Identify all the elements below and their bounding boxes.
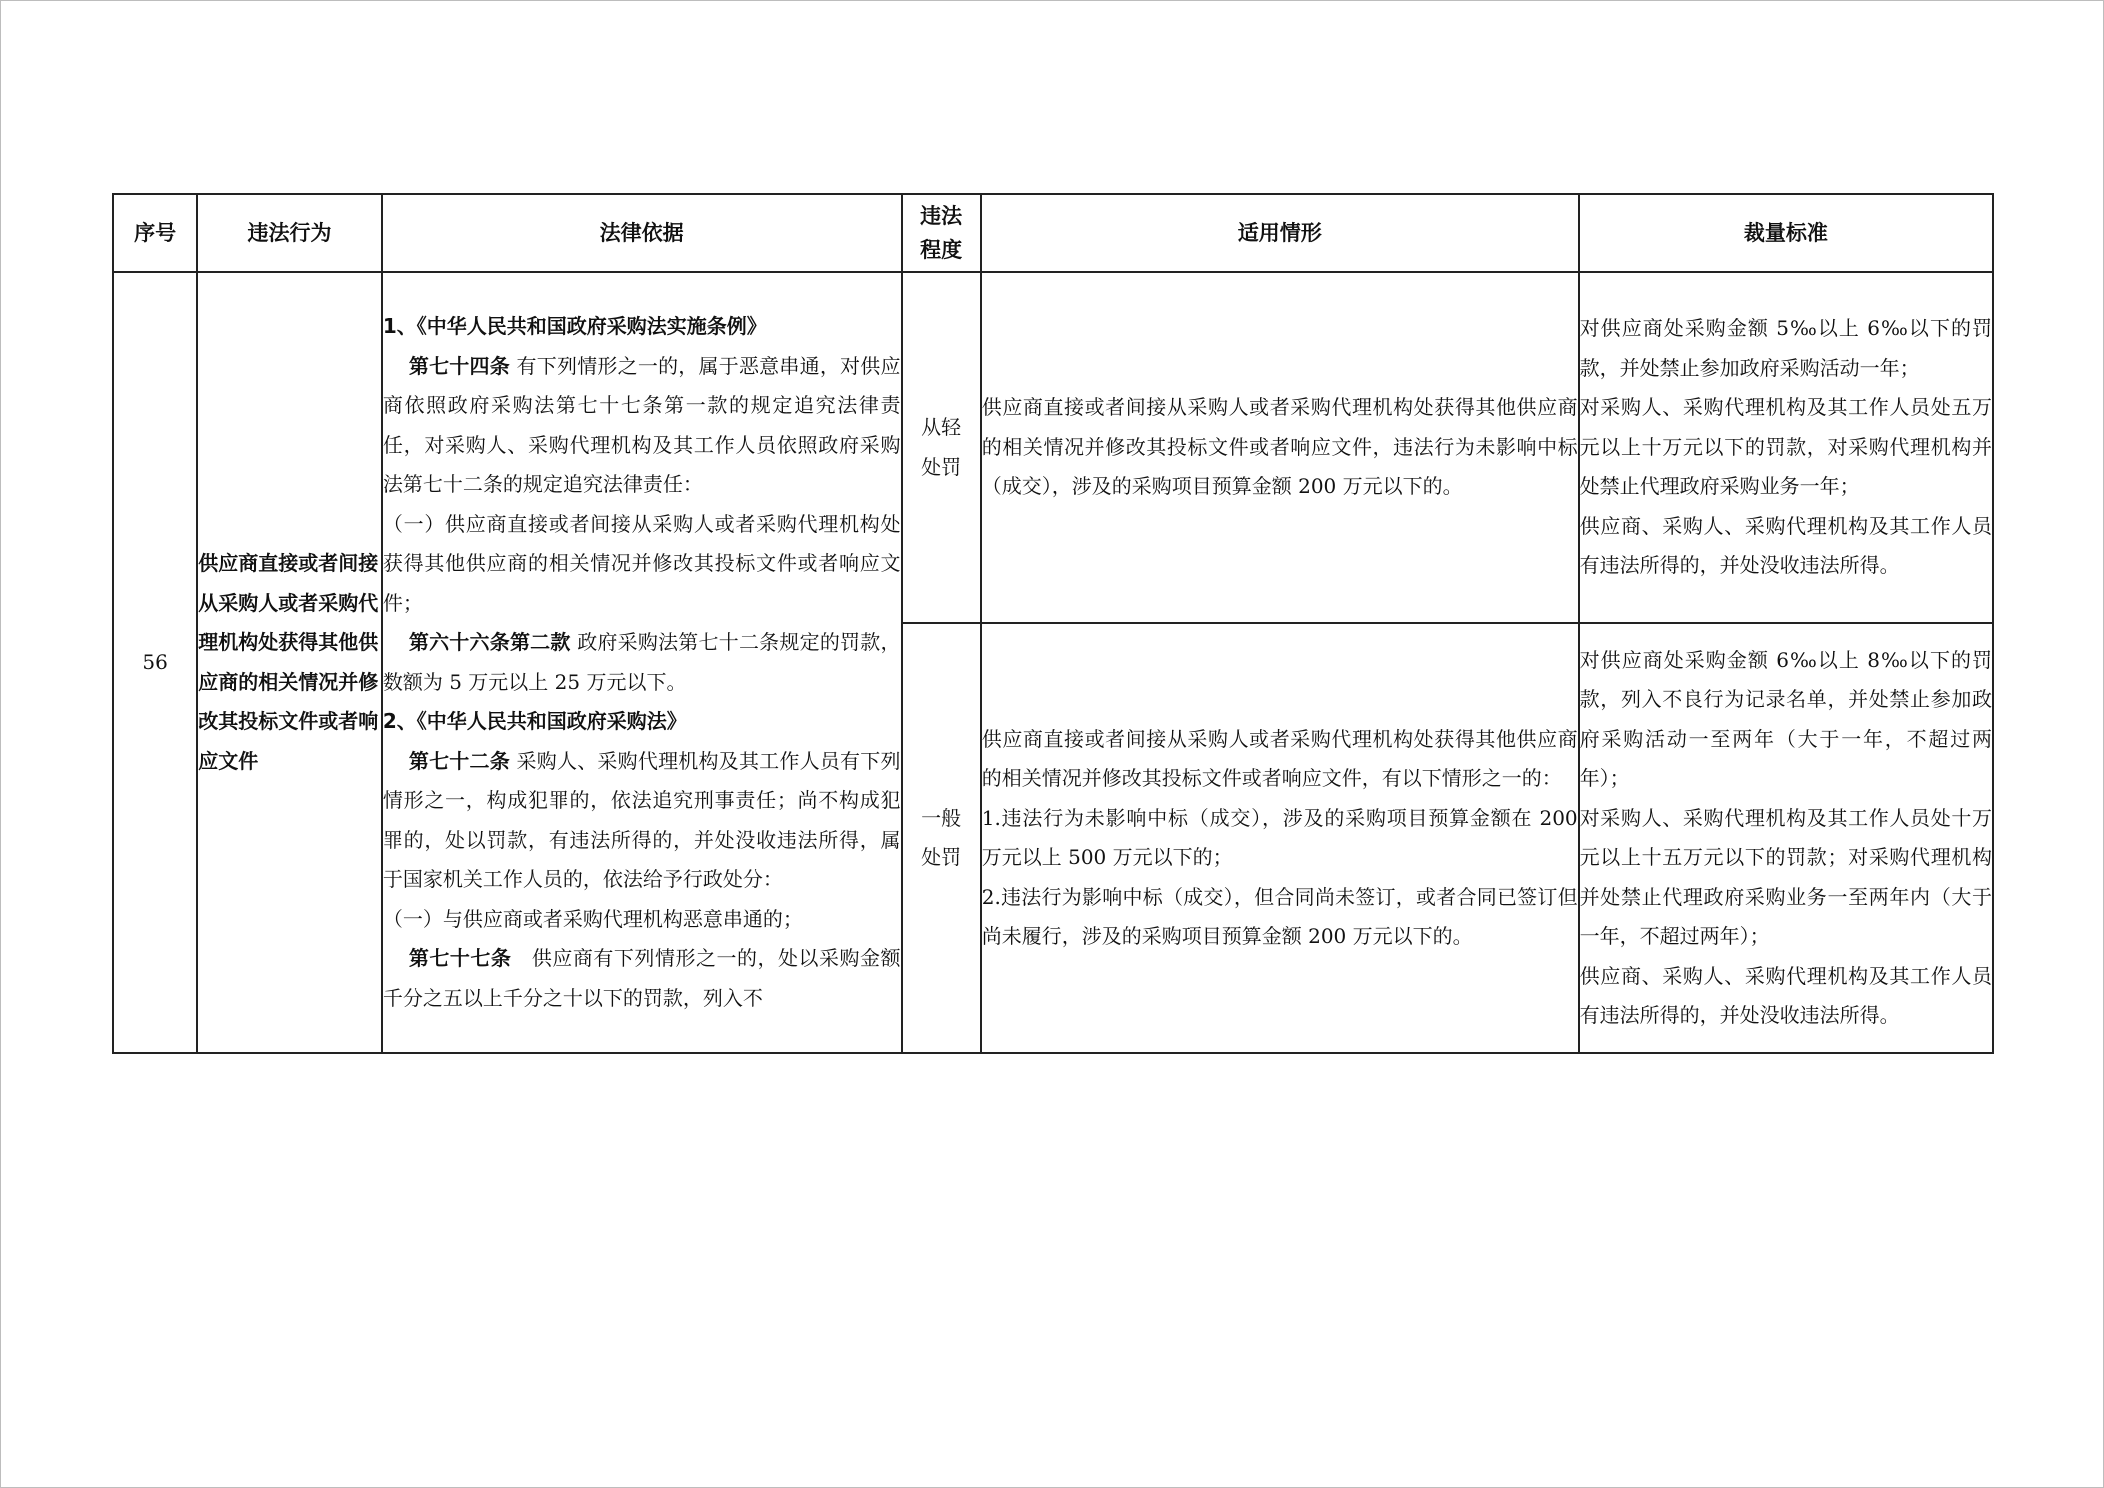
table-row [113, 272, 1993, 623]
case-light-line: 供应商直接或者间接从采购人或者采购代理机构处获得其他供应商的相关情况并修改其投标文件或者响应文件，违法行为未影响中标（成交），涉及的采购项目预算金额 200 万元以下的。 [981, 395, 1578, 499]
case-general-line-1: 供应商直接或者间接从采购人或者采购代理机构处获得其他供应商的相关情况并修改其投标文件或者响应文件，有以下情形之一的： [981, 726, 1578, 790]
article-72-item-1: （一）与供应商或者采购代理机构恶意串通的； [382, 906, 803, 931]
article-74-text: 有下列情形之一的，属于恶意串通，对供应商依照政府采购法第七十七条第一款的规定追究法律责任，对采购人、采购代理机构及其工作人员依照政府采购法第七十二条的规定追究法律责任： [382, 353, 901, 496]
article-77-text: 供应商有下列情形之一的，处以采购金额千分之五以上千分之十以下的罚款，列入不 [382, 946, 901, 1010]
article-72-title: 第七十二条 [408, 748, 510, 773]
row-seq: 56 [113, 272, 197, 1053]
header-degree: 违法程度 [902, 194, 981, 272]
standard-light-line-3: 供应商、采购人、采购代理机构及其工作人员有违法所得的，并处没收违法所得。 [1579, 513, 1992, 578]
case-general-line-2: 1.违法行为未影响中标（成交），涉及的采购项目预算金额在 200 万元以上 500 万元以下的； [981, 805, 1578, 869]
article-77-title: 第七十七条 [408, 946, 512, 970]
article-66-text: 政府采购法第七十二条规定的罚款，数额为 5 万元以上 25 万元以下。 [382, 630, 901, 694]
article-74-title: 第七十四条 [408, 353, 510, 378]
degree-general-label: 一般处罚 [921, 805, 962, 869]
law-heading-1: 1、《中华人民共和国政府采购法实施条例》 [382, 314, 767, 338]
penalty-standard-table [112, 193, 1994, 1054]
case-light [981, 272, 1579, 623]
standard-light-line-2: 对采购人、采购代理机构及其工作人员处五万元以上十万元以下的罚款，对采购代理机构并处禁止代理政府采购业务一年； [1579, 395, 1992, 499]
degree-general [902, 623, 981, 1053]
law-article-66 [383, 623, 901, 702]
law-article-77 [383, 939, 901, 1018]
degree-light-label: 从轻处罚 [921, 415, 962, 479]
article-66-title: 第六十六条第二款 [408, 630, 571, 654]
degree-light [902, 272, 981, 623]
row-act: 供应商直接或者间接从采购人或者采购代理机构处获得其他供应商的相关情况并修改其投标文件或者响应文件 [197, 272, 382, 1053]
header-seq: 序号 [113, 194, 197, 272]
row-law [382, 272, 902, 1053]
table-header-row [113, 194, 1993, 272]
article-72-text: 采购人、采购代理机构及其工作人员有下列情形之一，构成犯罪的，依法追究刑事责任；尚不构成犯罪的，处以罚款，有违法所得的，并处没收违法所得，属于国家机关工作人员的，依法给予行政处分： [382, 748, 901, 891]
case-general-line-3: 2.违法行为影响中标（成交），但合同尚未签订，或者合同已签订但尚未履行，涉及的采购项目预算金额 200 万元以下的。 [981, 884, 1578, 948]
header-law: 法律依据 [382, 194, 902, 272]
standard-general-line-3: 供应商、采购人、采购代理机构及其工作人员有违法所得的，并处没收违法所得。 [1579, 963, 1992, 1027]
header-act: 违法行为 [197, 194, 382, 272]
standard-light [1579, 272, 1993, 623]
case-general [981, 623, 1579, 1053]
header-standard: 裁量标准 [1579, 194, 1993, 272]
standard-light-line-1: 对供应商处采购金额 5‰以上 6‰以下的罚款，并处禁止参加政府采购活动一年； [1579, 316, 1992, 380]
law-article-74 [383, 347, 901, 505]
standard-general [1579, 623, 1993, 1053]
law-article-72 [383, 742, 901, 900]
standard-general-line-2: 对采购人、采购代理机构及其工作人员处十万元以上十五万元以下的罚款；对采购代理机构并处禁止代理政府采购业务一至两年内（大于一年，不超过两年）； [1579, 805, 1992, 948]
standard-general-line-1: 对供应商处采购金额 6‰以上 8‰以下的罚款，列入不良行为记录名单，并处禁止参加政府采购活动一至两年（大于一年，不超过两年）； [1579, 647, 1992, 790]
article-74-item-1: （一）供应商直接或者间接从采购人或者采购代理机构处获得其他供应商的相关情况并修改其投标文件或者响应文件； [382, 511, 901, 615]
header-case: 适用情形 [981, 194, 1579, 272]
law-heading-2: 2、《中华人民共和国政府采购法》 [382, 709, 687, 733]
